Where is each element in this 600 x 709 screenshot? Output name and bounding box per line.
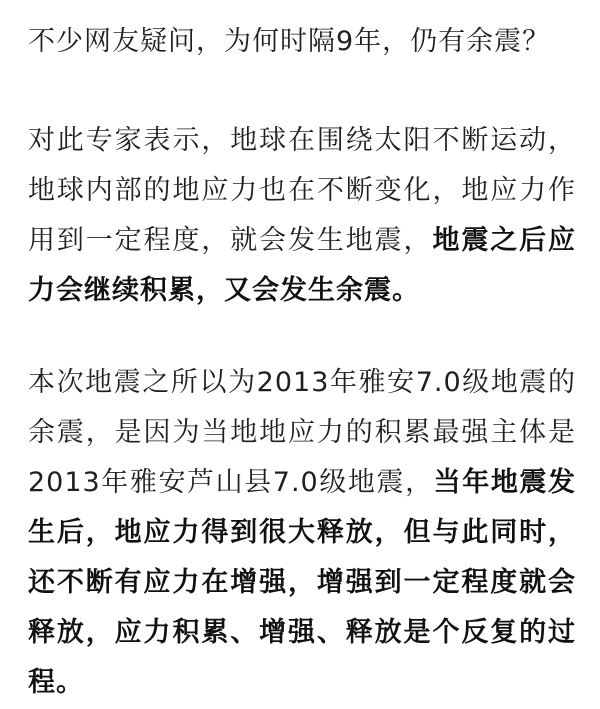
expert-statement-bold: 地震之后应力会继续积累，又会发生余震。 xyxy=(28,225,577,306)
paragraph-aftershock-explanation xyxy=(28,358,576,708)
expert-statement-text: 对此专家表示，地球在围绕太阳不断运动，地球内部的地应力也在不断变化，地应力作用到一定程度，就会发生地震， xyxy=(28,125,576,256)
paragraph-question xyxy=(28,17,576,67)
question-text: 不少网友疑问，为何时隔9年，仍有余震？ xyxy=(28,26,551,57)
paragraph-expert-statement xyxy=(28,116,576,316)
aftershock-explanation-bold: 当年地震发生后，地应力得到很大释放，但与此同时，还不断有应力在增强，增强到一定程度就会释放，应力积累、增强、释放是个反复的过程。 xyxy=(28,467,577,698)
aftershock-explanation-text: 本次地震之所以为2013年雅安7.0级地震的余震，是因为当地地应力的积累最强主体是2013年雅安芦山县7.0级地震， xyxy=(28,367,576,498)
